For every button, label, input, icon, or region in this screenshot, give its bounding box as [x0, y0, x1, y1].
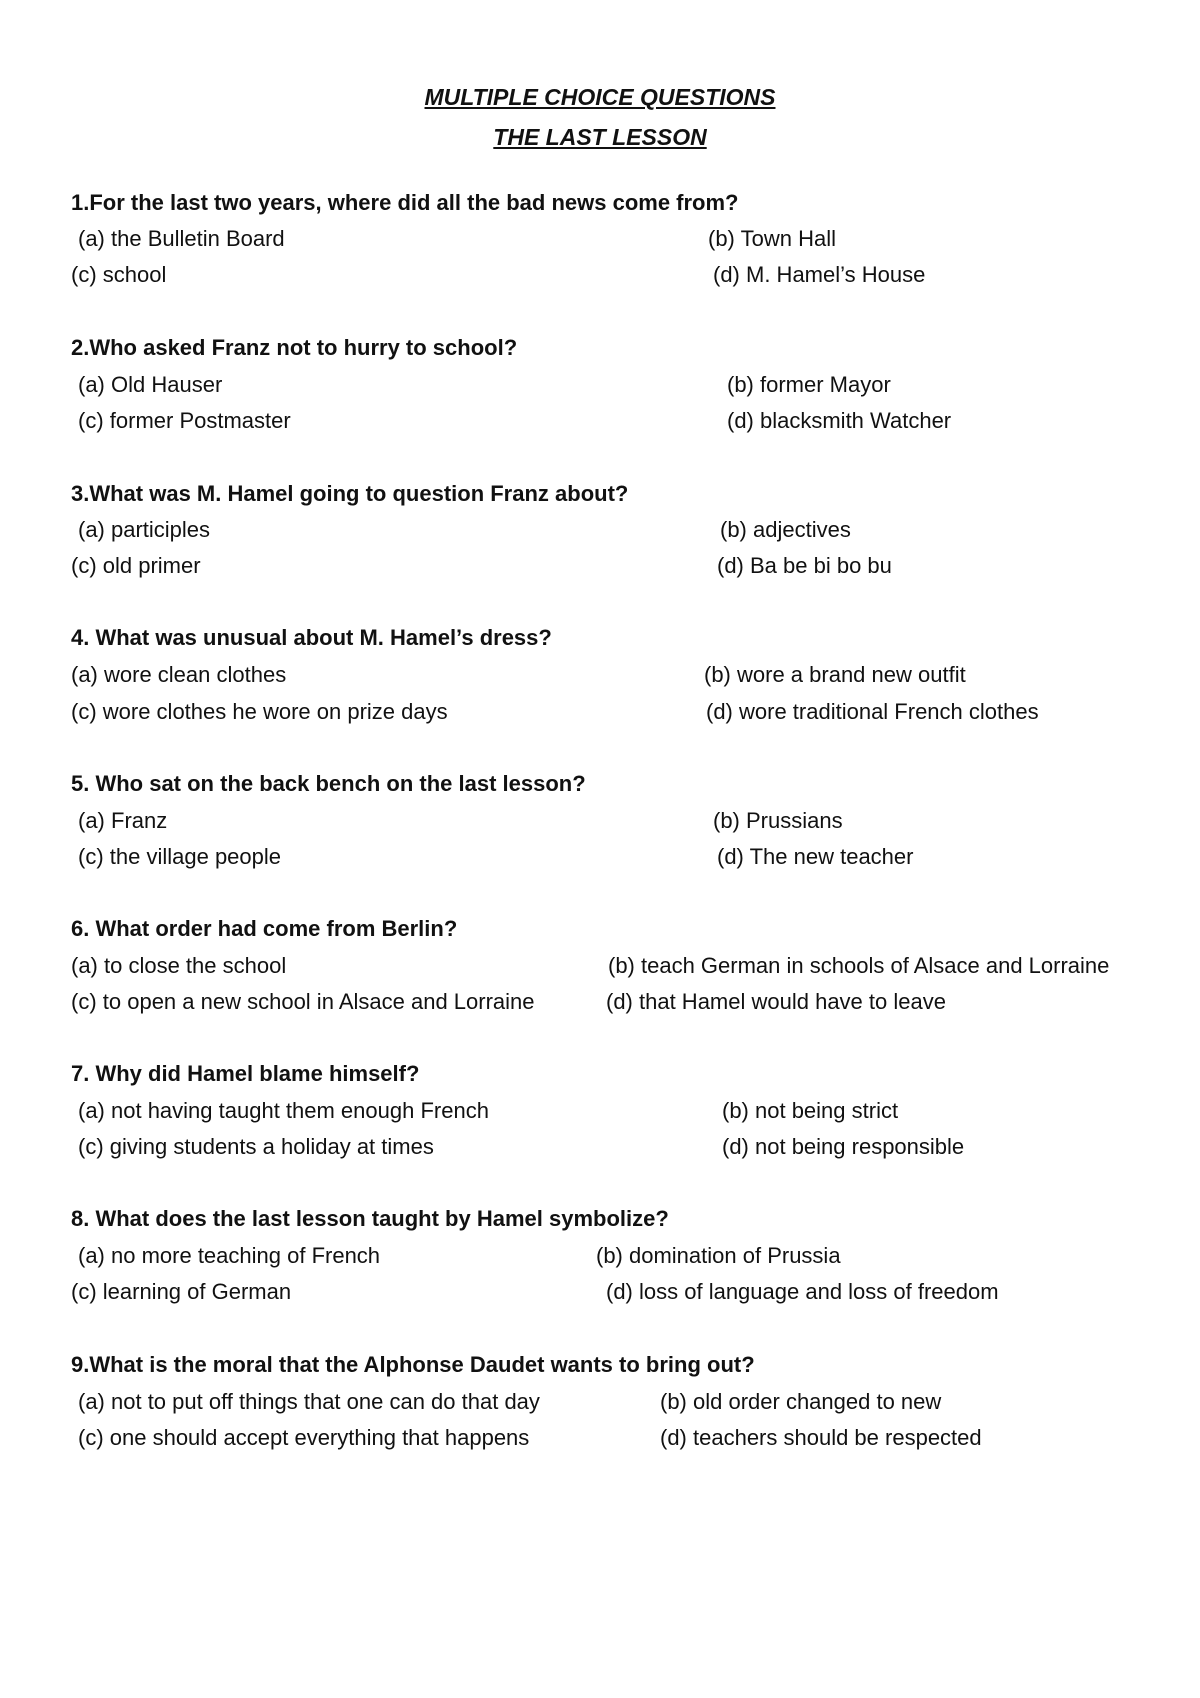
option-d: (d) The new teacher	[717, 844, 914, 869]
question-text: 2.Who asked Franz not to hurry to school?	[71, 335, 518, 360]
option-a: (a) no more teaching of French	[78, 1243, 381, 1268]
option-d: (d) blacksmith Watcher	[727, 408, 952, 433]
option-a: (a) wore clean clothes	[71, 662, 287, 687]
option-b: (b) old order changed to new	[660, 1389, 942, 1414]
option-b: (b) adjectives	[720, 517, 851, 542]
option-d: (d) wore traditional French clothes	[706, 699, 1039, 724]
option-a: (a) not to put off things that one can do that day	[78, 1389, 540, 1414]
option-a: (a) the Bulletin Board	[78, 226, 285, 251]
option-c: (c) old primer	[71, 553, 201, 578]
option-c: (c) school	[71, 262, 167, 287]
document-subtitle: THE LAST LESSON	[493, 124, 707, 150]
document-title: MULTIPLE CHOICE QUESTIONS	[424, 84, 776, 110]
question-text: 9.What is the moral that the Alphonse Daudet wants to bring out?	[71, 1352, 755, 1377]
option-a: (a) to close the school	[71, 953, 287, 978]
option-d: (d) that Hamel would have to leave	[606, 989, 946, 1014]
question-text: 3.What was M. Hamel going to question Franz about?	[71, 481, 629, 506]
option-c: (c) former Postmaster	[78, 408, 291, 433]
option-b: (b) wore a brand new outfit	[704, 662, 966, 687]
option-c: (c) the village people	[78, 844, 282, 869]
option-c: (c) wore clothes he wore on prize days	[71, 699, 448, 724]
option-d: (d) loss of language and loss of freedom	[606, 1279, 999, 1304]
option-b: (b) Town Hall	[708, 226, 836, 251]
option-d: (d) Ba be bi bo bu	[717, 553, 892, 578]
question-text: 7. Why did Hamel blame himself?	[71, 1061, 420, 1086]
option-a: (a) not having taught them enough French	[78, 1098, 489, 1123]
option-c: (c) one should accept everything that happens	[78, 1425, 530, 1450]
question-text: 8. What does the last lesson taught by Hamel symbolize?	[71, 1206, 669, 1231]
option-d: (d) not being responsible	[722, 1134, 965, 1159]
option-a: (a) Franz	[78, 808, 168, 833]
question-text: 6. What order had come from Berlin?	[71, 916, 458, 941]
option-b: (b) former Mayor	[727, 372, 891, 397]
option-c: (c) learning of German	[71, 1279, 292, 1304]
option-d: (d) M. Hamel’s House	[713, 262, 926, 287]
option-c: (c) to open a new school in Alsace and Lorraine	[71, 989, 535, 1014]
question-text: 5. Who sat on the back bench on the last lesson?	[71, 771, 586, 796]
option-a: (a) Old Hauser	[78, 372, 223, 397]
option-c: (c) giving students a holiday at times	[78, 1134, 434, 1159]
option-b: (b) Prussians	[713, 808, 843, 833]
option-a: (a) participles	[78, 517, 211, 542]
option-b: (b) not being strict	[722, 1098, 899, 1123]
option-d: (d) teachers should be respected	[660, 1425, 982, 1450]
question-text: 1.For the last two years, where did all the bad news come from?	[71, 190, 739, 215]
question-text: 4. What was unusual about M. Hamel’s dress?	[71, 625, 552, 650]
option-b: (b) domination of Prussia	[596, 1243, 841, 1268]
option-b: (b) teach German in schools of Alsace and Lorraine	[608, 953, 1110, 978]
